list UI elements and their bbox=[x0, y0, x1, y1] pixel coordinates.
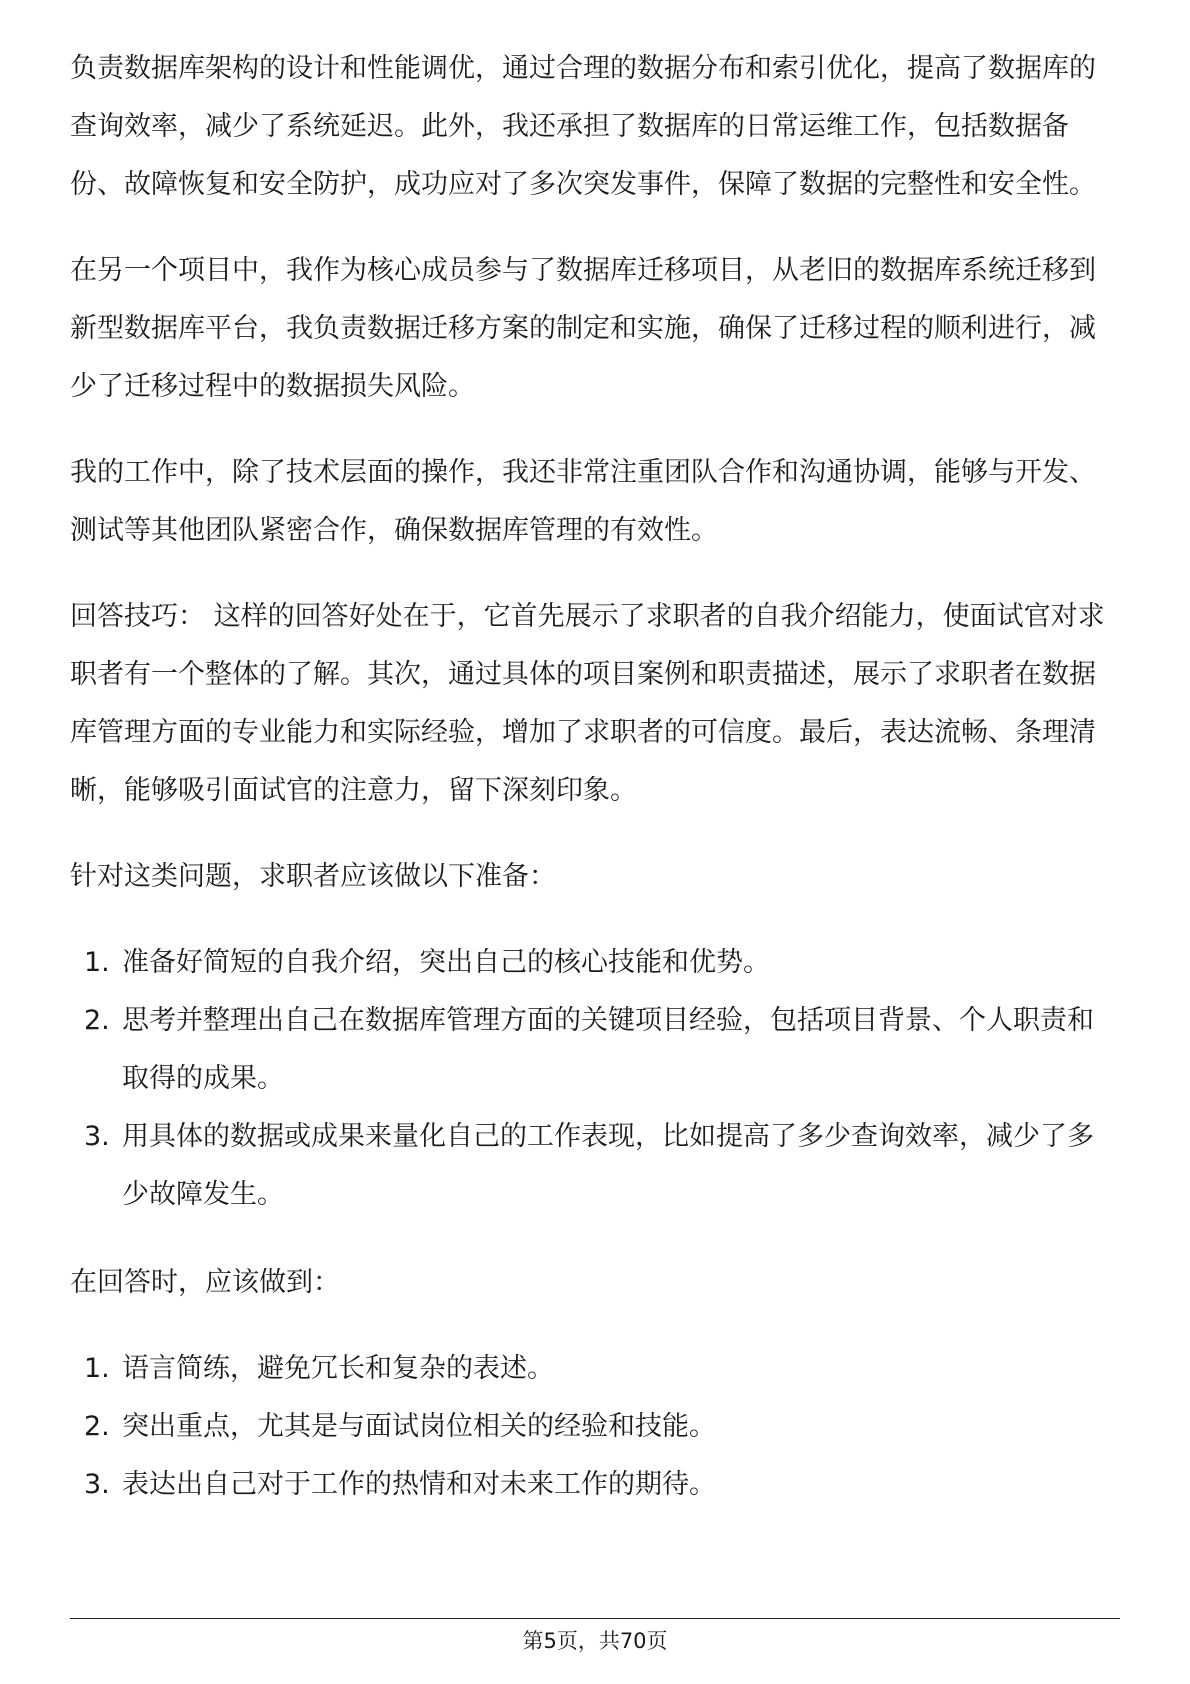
list-item bbox=[70, 934, 1120, 992]
list-item bbox=[70, 1108, 1120, 1224]
list-item-text: 突出重点，尤其是与面试岗位相关的经验和技能。 bbox=[122, 1411, 716, 1442]
list-item bbox=[70, 1340, 1120, 1398]
document-body bbox=[70, 40, 1120, 1542]
list-item-text: 用具体的数据或成果来量化自己的工作表现，比如提高了多少查询效率，减少了多少故障发生。 bbox=[122, 1121, 1094, 1210]
paragraph-database-design: 负责数据库架构的设计和性能调优，通过合理的数据分布和索引优化，提高了数据库的查询效率，减少了系统延迟。此外，我还承担了数据库的日常运维工作，包括数据备份、故障恢复和安全防护，成功应对了多次突发事件，保障了数据的完整性和安全性。 bbox=[70, 53, 1096, 200]
paragraph-migration-project: 在另一个项目中，我作为核心成员参与了数据库迁移项目，从老旧的数据库系统迁移到新型数据库平台，我负责数据迁移方案的制定和实施，确保了迁移过程的顺利进行，减少了迁移过程中的数据损失风险。 bbox=[70, 255, 1096, 402]
answer-list bbox=[70, 1340, 1120, 1514]
prep-list bbox=[70, 934, 1120, 1224]
paragraph-answer-tips: 回答技巧： 这样的回答好处在于，它首先展示了求职者的自我介绍能力，使面试官对求职者有一个整体的了解。其次，通过具体的项目案例和职责描述，展示了求职者在数据库管理方面的专业能力和实际经验，增加了求职者的可信度。最后，表达流畅、条理清晰，能够吸引面试官的注意力，留下深刻印象。 bbox=[70, 601, 1105, 806]
list-item-text: 语言简练，避免冗长和复杂的表述。 bbox=[122, 1353, 554, 1384]
list-item bbox=[70, 1456, 1120, 1514]
list-number: 3. bbox=[84, 1469, 110, 1500]
list-number: 1. bbox=[84, 947, 110, 978]
list-item bbox=[70, 1398, 1120, 1456]
paragraph-teamwork: 我的工作中，除了技术层面的操作，我还非常注重团队合作和沟通协调，能够与开发、测试等其他团队紧密合作，确保数据库管理的有效性。 bbox=[70, 457, 1096, 546]
paragraph-prep-intro: 针对这类问题，求职者应该做以下准备： bbox=[70, 861, 556, 892]
list-number: 1. bbox=[84, 1353, 110, 1384]
footer-divider bbox=[70, 1618, 1120, 1619]
list-item bbox=[70, 992, 1120, 1108]
list-item-text: 准备好简短的自我介绍，突出自己的核心技能和优势。 bbox=[122, 947, 770, 978]
list-number: 2. bbox=[84, 1411, 110, 1442]
paragraph-answer-intro: 在回答时，应该做到： bbox=[70, 1267, 340, 1298]
list-number: 3. bbox=[84, 1121, 110, 1152]
page-number: 第5页，共70页 bbox=[522, 1629, 668, 1653]
list-item-text: 思考并整理出自己在数据库管理方面的关键项目经验，包括项目背景、个人职责和取得的成果。 bbox=[122, 1005, 1094, 1094]
list-number: 2. bbox=[84, 1005, 110, 1036]
list-item-text: 表达出自己对于工作的热情和对未来工作的期待。 bbox=[122, 1469, 716, 1500]
